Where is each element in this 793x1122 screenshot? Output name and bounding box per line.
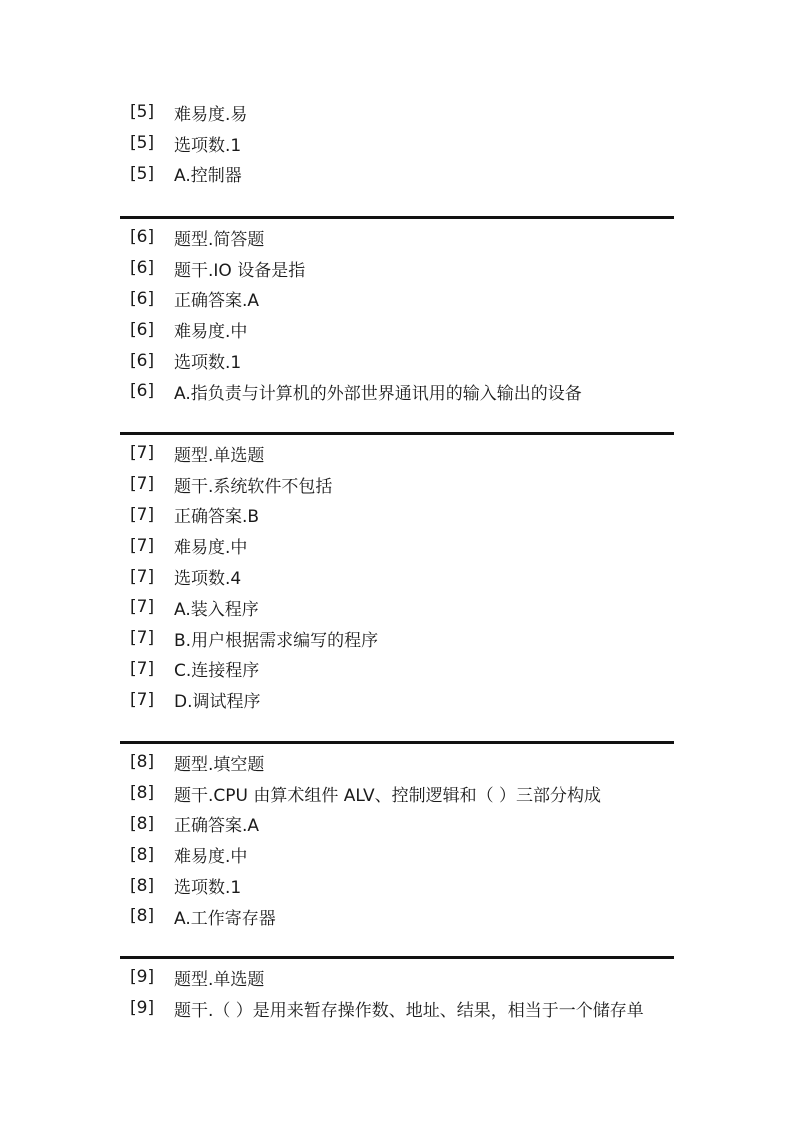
question-number: [6] [130, 319, 155, 340]
question-block-5 [120, 97, 674, 189]
section-divider [120, 956, 674, 959]
question-number: [5] [130, 102, 155, 123]
question-block-9 [120, 956, 674, 1024]
question-number: [8] [130, 783, 155, 804]
field-line [120, 438, 674, 469]
question-number: [6] [130, 258, 155, 279]
question-block-6 [120, 216, 674, 407]
field-text: 难易度.中 [174, 322, 248, 343]
field-text: A.指负责与计算机的外部世界通讯用的输入输出的设备 [174, 383, 582, 404]
field-text: 难易度.易 [174, 104, 248, 125]
field-text: 选项数.1 [174, 353, 242, 374]
field-text: A.控制器 [174, 166, 242, 187]
field-line [120, 284, 674, 315]
section-divider [120, 741, 674, 744]
field-text: A.装入程序 [174, 599, 259, 620]
field-line [120, 561, 674, 592]
section-divider [120, 216, 674, 219]
question-number: [6] [130, 288, 155, 309]
field-text: C.连接程序 [174, 661, 260, 682]
question-number: [8] [130, 844, 155, 865]
question-number: [5] [130, 163, 155, 184]
question-number: [8] [130, 906, 155, 927]
field-line [120, 530, 674, 561]
question-number: [7] [130, 566, 155, 587]
field-line [120, 684, 674, 715]
question-number: [7] [130, 658, 155, 679]
field-text: 选项数.1 [174, 878, 242, 899]
field-text: 难易度.中 [174, 538, 248, 559]
field-line [120, 345, 674, 376]
field-line [120, 809, 674, 840]
field-line [120, 97, 674, 128]
field-text: 选项数.4 [174, 569, 242, 590]
field-line [120, 469, 674, 500]
question-number: [8] [130, 875, 155, 896]
question-number: [9] [130, 967, 155, 988]
question-number: [6] [130, 227, 155, 248]
question-number: [7] [130, 597, 155, 618]
field-text: 正确答案.A [174, 291, 260, 312]
field-text: 选项数.1 [174, 135, 242, 156]
field-line [120, 962, 674, 993]
field-line [120, 839, 674, 870]
field-text: A.工作寄存器 [174, 908, 276, 929]
field-text: 题干.IO 设备是指 [174, 260, 306, 281]
field-text: 题型.填空题 [174, 754, 265, 775]
field-line [120, 314, 674, 345]
field-line [120, 623, 674, 654]
field-line [120, 747, 674, 778]
field-line [120, 376, 674, 407]
section-divider [120, 432, 674, 435]
field-line [120, 592, 674, 623]
field-line [120, 500, 674, 531]
question-block-7 [120, 432, 674, 715]
question-number: [7] [130, 504, 155, 525]
question-block-8 [120, 741, 674, 932]
field-line [120, 778, 674, 809]
field-line [120, 870, 674, 901]
field-line [120, 128, 674, 159]
field-text: 题型.单选题 [174, 445, 265, 466]
field-text: B.用户根据需求编写的程序 [174, 630, 379, 651]
field-line [120, 654, 674, 685]
question-number: [7] [130, 535, 155, 556]
field-text: 题型.单选题 [174, 969, 265, 990]
question-number: [9] [130, 998, 155, 1019]
field-line [120, 159, 674, 190]
field-text: 难易度.中 [174, 847, 248, 868]
field-line [120, 253, 674, 284]
field-text: 正确答案.A [174, 816, 260, 837]
field-text: 正确答案.B [174, 507, 260, 528]
field-text: 题型.简答题 [174, 229, 265, 250]
question-number: [7] [130, 474, 155, 495]
question-number: [8] [130, 813, 155, 834]
question-number: [8] [130, 752, 155, 773]
field-line [120, 222, 674, 253]
field-line [120, 901, 674, 932]
question-number: [6] [130, 381, 155, 402]
question-number: [5] [130, 133, 155, 154]
field-text: 题干.系统软件不包括 [174, 476, 333, 497]
field-text: D.调试程序 [174, 692, 261, 713]
field-text: 题干.（ ）是用来暂存操作数、地址、结果，相当于一个储存单 [174, 1000, 644, 1021]
question-number: [7] [130, 628, 155, 649]
question-number: [6] [130, 350, 155, 371]
field-text: 题干.CPU 由算术组件 ALV、控制逻辑和（ ）三部分构成 [174, 785, 602, 806]
question-number: [7] [130, 443, 155, 464]
field-line [120, 993, 674, 1024]
question-number: [7] [130, 689, 155, 710]
